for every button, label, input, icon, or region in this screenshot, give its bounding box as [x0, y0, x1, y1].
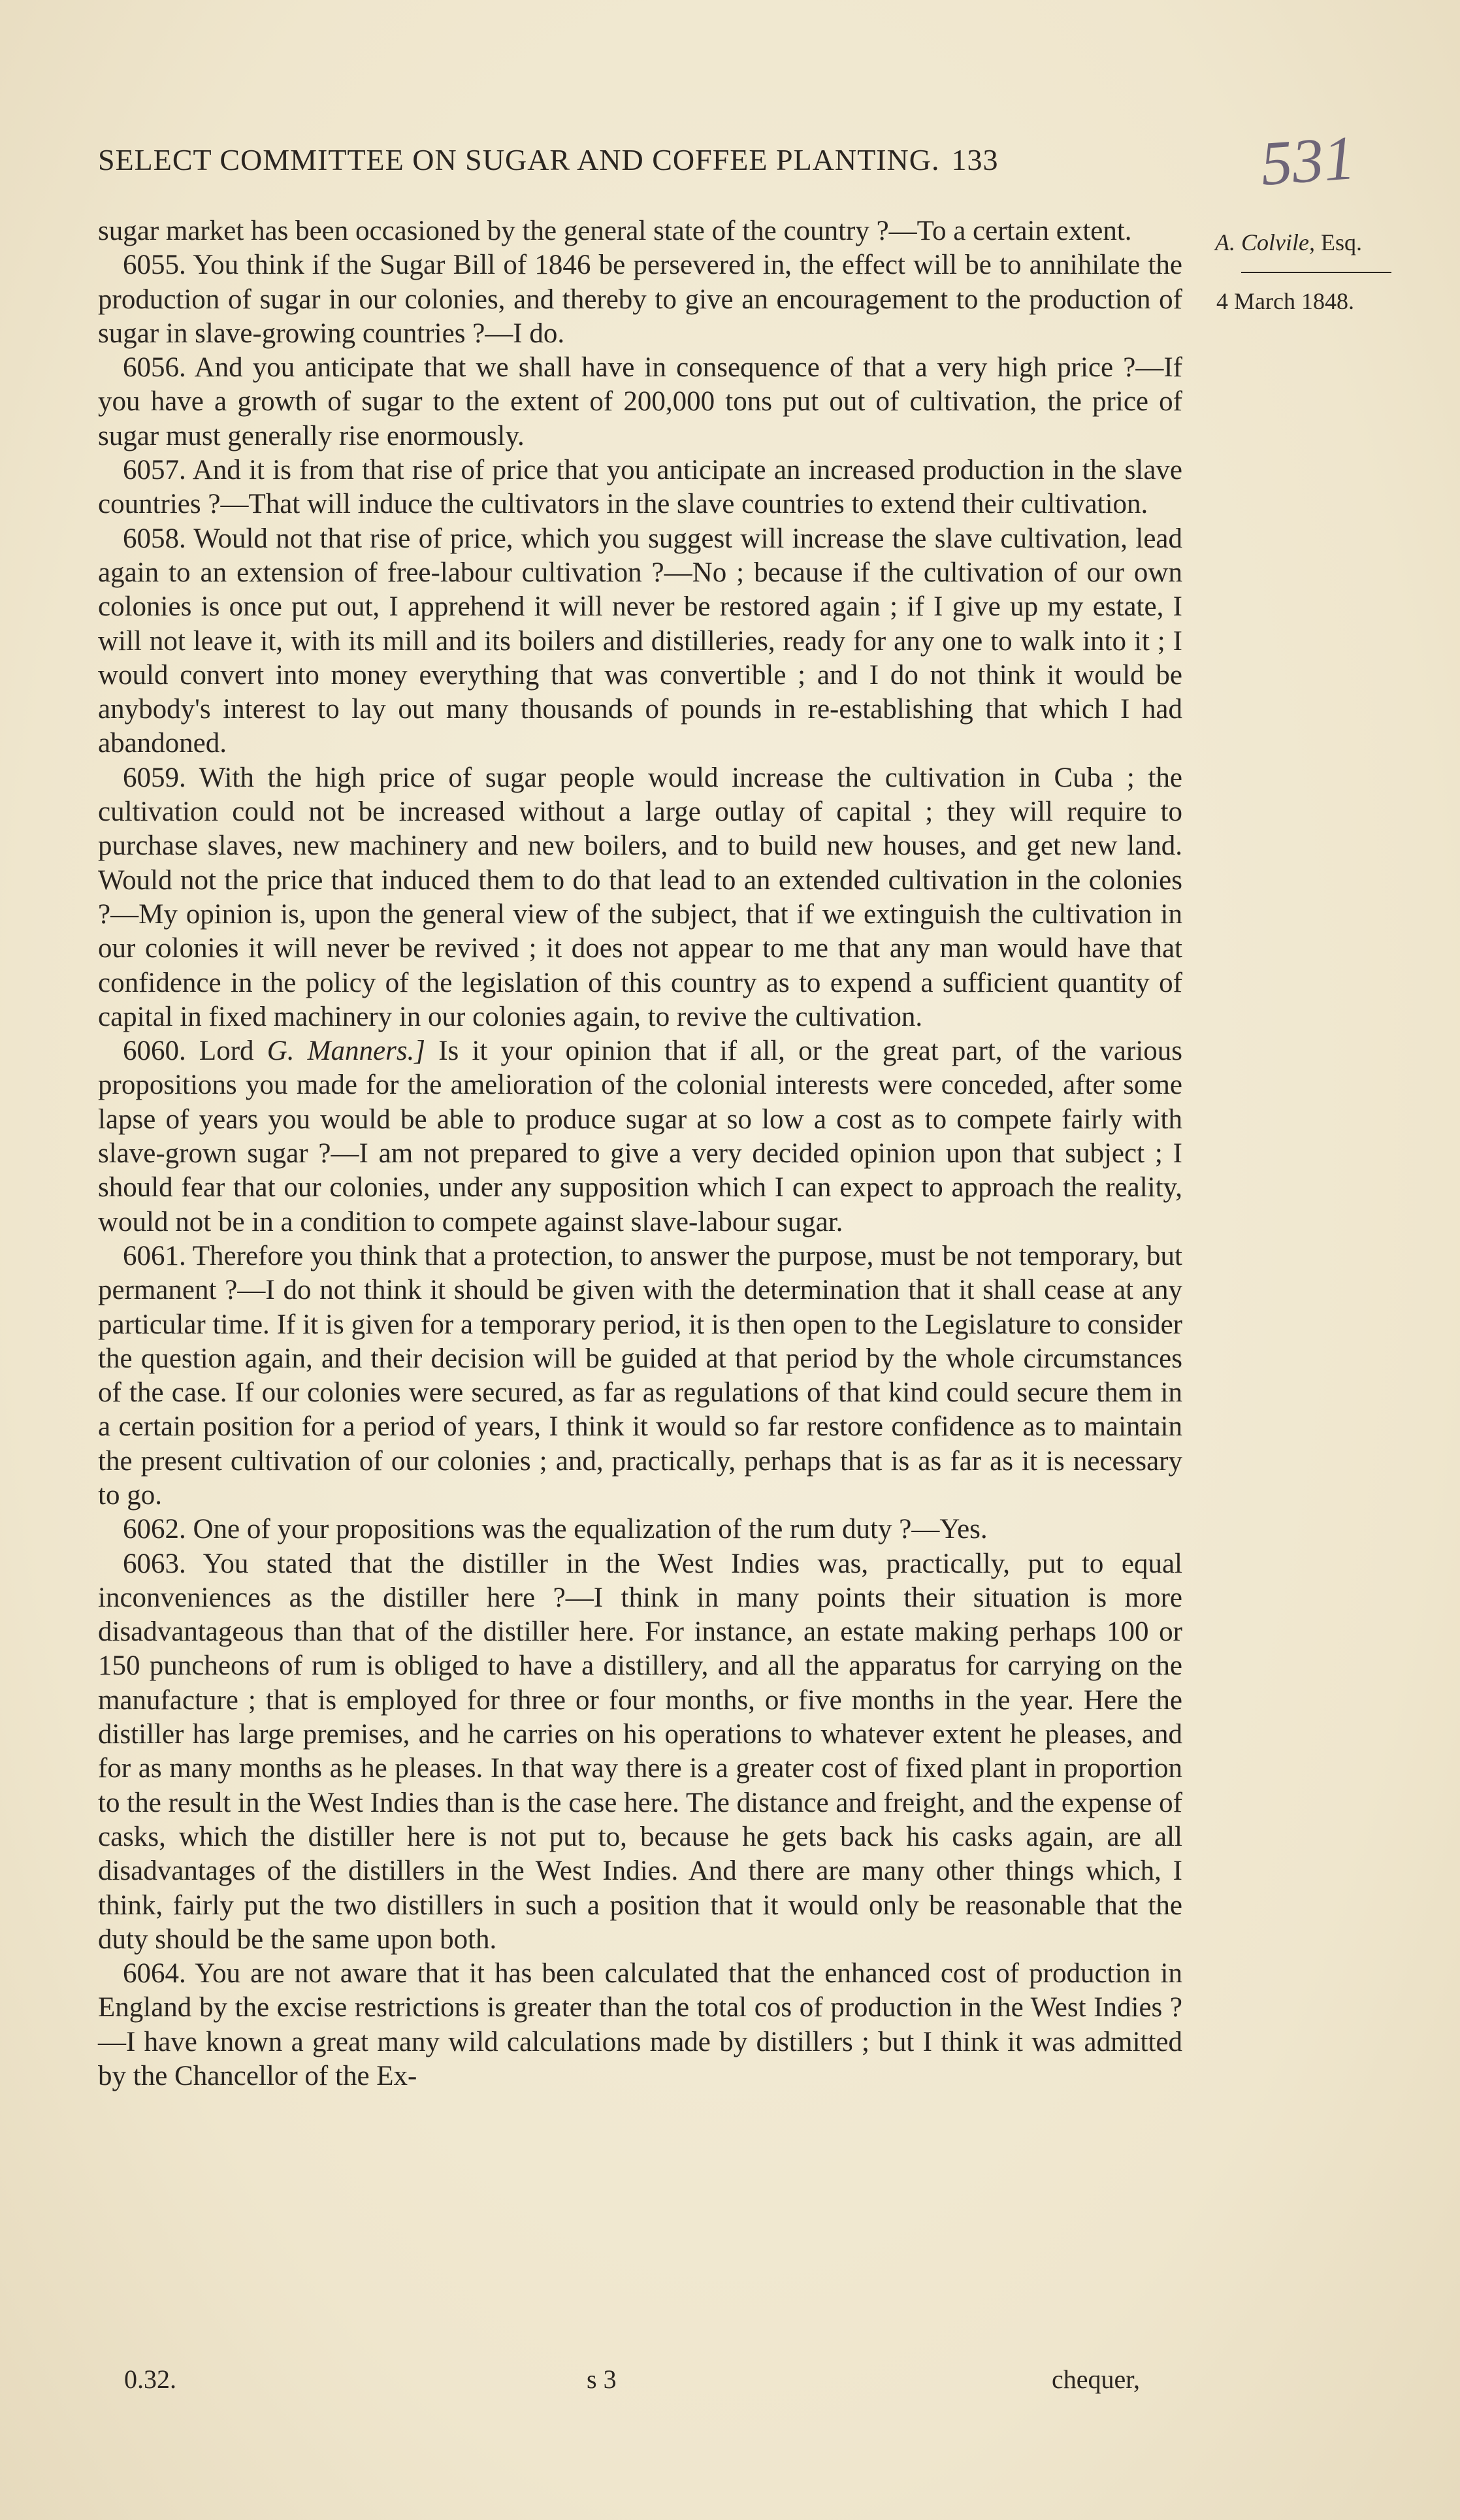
paragraph-continuation: sugar market has been occasioned by the general state of the country ?—To a certain extent. — [98, 216, 1132, 246]
margin-date: 4 March 1848. — [1216, 288, 1354, 314]
witness-name: A. Colvile, — [1215, 229, 1315, 255]
witness-suffix: Esq. — [1320, 229, 1362, 255]
footer-left: 0.32. — [124, 2365, 176, 2394]
catchword: chequer, — [1052, 2365, 1140, 2394]
paragraph-6060 — [98, 1034, 1182, 1239]
paragraph-6056: 6056. And you anticipate that we shall have in consequence of that a very high price ?—If you have a growth of sugar to the extent of 200,000 tons put out of cultivation, the price of sugar must generally rise enormously. — [98, 352, 1182, 451]
paragraph-6061: 6061. Therefore you think that a protection, to answer the purpose, must be not temporary, but permanent ?—I do not think it should be given with the determination that it shall cease at any particular time. If it is given for a temporary period, it is then open to the Legislature to consider the question again, and their decision will be guided at that period by the whole circumstances of the case. If our colonies were secured, as far as regulations of that kind could secure them in a certain position for a period of years, I think it would so far restore confidence as to maintain the present cultivation of our colonies ; and, practically, perhaps that is as far as it is necessary to go. — [98, 1240, 1182, 1511]
question-number: 6060. Lord — [123, 1036, 254, 1067]
paragraph-6058: 6058. Would not that rise of price, which you suggest will increase the slave cultivation, lead again to an extension of free-labour cultivation ?—No ; because if the cultivation of our own colonies is once put out, I apprehend it will never be restored again ; if I give up my estate, I will not leave it, with its mill and its boilers and distilleries, ready for any one to walk into it ; I would convert into money everything that was convertible ; and I do not think it would be anybody's interest to lay out many thousands of pounds in re-establishing that which I had abandoned. — [98, 523, 1182, 759]
paragraph-6064: 6064. You are not aware that it has been calculated that the enhanced cost of production in England by the excise restrictions is greater than the total cos of production in the West Indies ?—I have known a great many wild calculations made by distillers ; but I think it was admitted by the Chancellor of the Ex- — [98, 1958, 1182, 2092]
margin-divider — [1241, 272, 1391, 273]
speaker-name: G. Manners.] — [267, 1036, 426, 1067]
signature-mark: s 3 — [587, 2365, 617, 2394]
paragraph-6055: 6055. You think if the Sugar Bill of 1846 be persevered in, the effect will be to annihilate the production of sugar in our colonies, and thereby to give an encouragement to the production of sugar in slave-growing countries ?—I do. — [98, 250, 1182, 349]
page-number: 133 — [951, 143, 999, 176]
page-header — [98, 142, 1189, 177]
paragraph-6059: 6059. With the high price of sugar people would increase the cultivation in Cuba ; the cultivation could not be increased without a large outlay of capital ; they will require to purchase slaves, new machinery and new boilers, and to build new houses, and get new land. Would not the price that induced them to do that lead to an extended cultivation in the colonies ?—My opinion is, upon the general view of the subject, that if we extinguish the cultivation in our colonies it will never be revived ; it does not appear to me that any man would have that confidence in the policy of the legislation of this country as to expend a sufficient quantity of capital in fixed machinery in our colonies again, to revive the cultivation. — [98, 762, 1182, 1032]
testimony-text — [98, 214, 1182, 2093]
margin-witness — [1215, 229, 1362, 256]
page-title: SELECT COMMITTEE ON SUGAR AND COFFEE PLANTING. — [98, 143, 940, 176]
paragraph-6062: 6062. One of your propositions was the equalization of the rum duty ?—Yes. — [123, 1514, 988, 1545]
question-text: Is it your opinion that if all, or the great part, of the various propositions you made for the amelioration of the colonial interests were conceded, after some lapse of years you would be able to produce sugar at so low a cost as to compete fairly with slave-grown sugar ?—I am not prepared to give a very decided opinion upon that subject ; I should fear that our colonies, under any supposition which I can expect to approach the reality, would not be in a condition to compete against slave-labour sugar. — [98, 1036, 1183, 1237]
paragraph-6057: 6057. And it is from that rise of price that you anticipate an increased production in the slave countries ?—That will induce the cultivators in the slave countries to extend their cultivation. — [98, 455, 1182, 520]
paragraph-6063: 6063. You stated that the distiller in the West Indies was, practically, put to equal inconveniences as the distiller here ?—I think in many points their situation is more disadvantageous than that of the distiller here. For instance, an estate making perhaps 100 or 150 puncheons of rum is obliged to have a distillery, and all the apparatus for carrying on the manufacture ; that is employed for three or four months, or five months in the year. Here the distiller has large premises, and he carries on his operations to whatever extent he pleases, and for as many months as he pleases. In that way there is a greater cost of fixed plant in proportion to the result in the West Indies than is the case here. The distance and freight, and the expense of casks, which the distiller here is not put to, because he gets back his casks again, are all disadvantages of the distillers in the West Indies. And there are many other things which, I think, fairly put the two distillers in such a position that it would only be reasonable that the duty should be the same upon both. — [98, 1548, 1182, 1955]
handwritten-folio-number: 531 — [1258, 122, 1357, 199]
